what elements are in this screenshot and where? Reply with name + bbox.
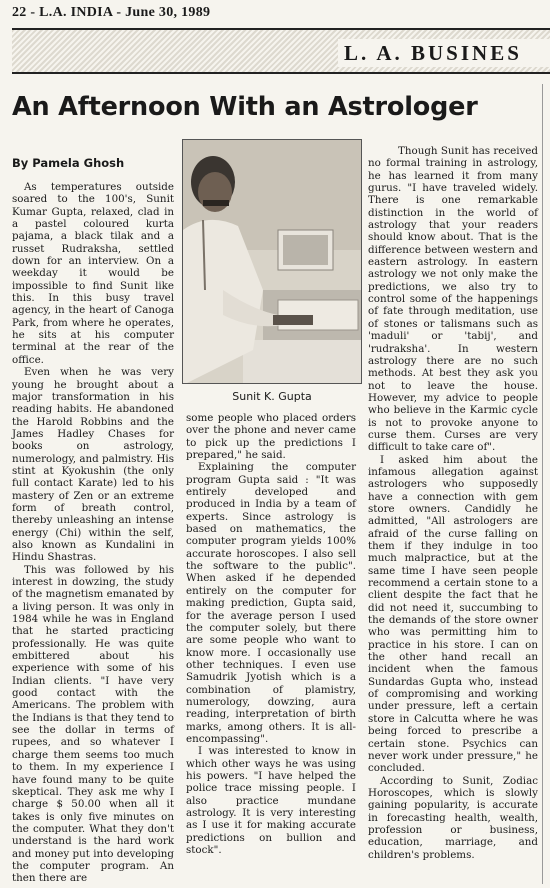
- section-title: L. A. BUSINES: [338, 39, 550, 67]
- article-byline: By Pamela Ghosh: [12, 156, 125, 170]
- article-column-1: [12, 181, 174, 885]
- photo-caption: Sunit K. Gupta: [232, 390, 312, 403]
- paragraph: some people who placed orders over the phone and never came to pick up the predictions I prepared," he said.: [186, 412, 356, 462]
- article-column-2: [186, 412, 356, 856]
- paragraph: As temperatures outside soared to the 100's, Sunit Kumar Gupta, relaxed, clad in a pastel coloured kurta pajama, a black tilak and a russet Rudraksha, settled down for an interview. On a weekday it would be impossible to find Sunit like this. In this busy travel agency, in the heart of Canoga Park, from where he operates, he sits at his computer terminal at the rear of the office.: [12, 181, 174, 366]
- paragraph: Though Sunit has received no formal training in astrology, he has learned it from many gurus. "I have traveled widely. There is one remarkable distinction in the world of astrology that your readers should know about. That is the difference between western and eastern astrology. In eastern astrology we not only make the predictions, we also try to control some of the happenings of fate through meditation, use of stones or talismans such as 'maduli' or 'tabij', and 'rudraksha'. In western astrology there are no such methods. At best they ask you not to leave the house. However, my advice to people who believe in the Karmic cycle is not to provoke anyone to curse them. Curses are very difficult to take care of".: [368, 145, 538, 454]
- paragraph: I was interested to know in which other ways he was using his powers. "I have helped the police trace missing people. I also practice mundane astrology. It is very interesting as I use it for making accurate predictions on bullion and stock".: [186, 745, 356, 857]
- article-column-3: [368, 145, 538, 861]
- astrologer-photo: [182, 139, 362, 384]
- page-folio: 22 - L.A. INDIA - June 30, 1989: [12, 5, 211, 20]
- paragraph: I asked him about the infamous allegation against astrologers who supposedly have a connection with gem store owners. Candidly he admitted, "All astrologers are afraid of the curse falling on them if they indulge in too much malpractice, but at the same time I have seen people recommend a certain stone to a client despite the fact that he did not need it, succumbing to the demands of the store owner who was permitting him to practice in his store. I can on the other hand recall an incident when the famous Sundardas Gupta who, instead of compromising and working under pressure, left a certain store in Calcutta where he was being forced to prescribe a certain stone. Psychics can never work under pressure," he concluded.: [368, 453, 538, 775]
- paragraph: This was followed by his interest in dowzing, the study of the magnetism emanated by a living person. It was only in 1984 while he was in England that he started practicing professionally. He was quite embittered about his experience with some of his Indian clients. "I have very good contact with the Americans. The problem with the Indians is that they tend to see the dollar in terms of rupees, and so whatever I charge them seems too much to them. In my experience I have found many to be quite skeptical. They ask me why I charge $ 50.00 when all it takes is only five minutes on the computer. What they don't understand is the hard work and money put into developing the computer program. An then there are: [12, 563, 174, 885]
- section-banner: [12, 28, 550, 74]
- paragraph: Explaining the computer program Gupta said : "It was entirely developed and produced in India by a team of experts. Since astrology is based on mathematics, the computer program yields 100% accurate horoscopes. I also sell the software to the public". When asked if he depended entirely on the computer for making prediction, Gupta said, for the average person I used the computer solely, but there are some people who want to know more. I occasionally use other techniques. I even use Samudrik Jyotish which is a combination of plamistry, numerology, dowzing, aura reading, interpretation of birth marks, among others. It is all-encompassing".: [186, 461, 356, 745]
- article-headline: An Afternoon With an Astrologer: [12, 92, 478, 122]
- paragraph: Even when he was very young he brought about a major transformation in his reading habits. He abandoned the Harold Robbins and the James Hadley Chases for books on astrology, numerology, and palmistry. His stint at Kyokushin (the only full contact Karate) led to his mastery of Zen or an extreme form of breath control, thereby unleashing an intense energy (Chi) within the self, also known as Kundalini in Hindu Shastras.: [12, 366, 174, 564]
- paragraph: According to Sunit, Zodiac Horoscopes, which is slowly gaining popularity, is accurate in forecasting health, wealth, profession or business, education, marriage, and children's problems.: [368, 774, 538, 861]
- column-rule: [542, 84, 550, 884]
